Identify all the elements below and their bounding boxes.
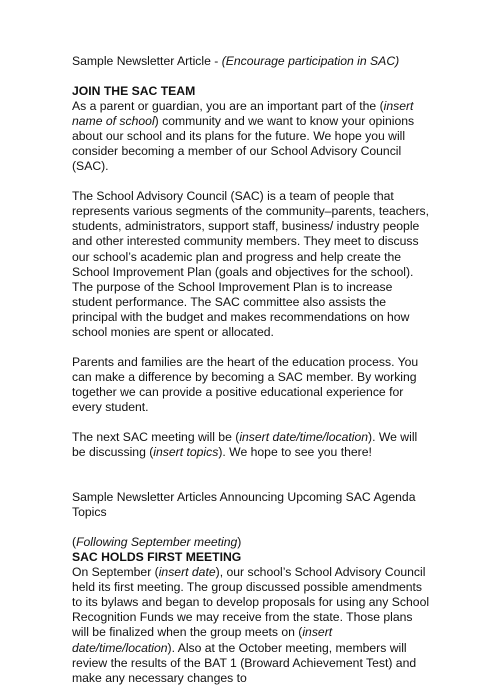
- text-run: (: [72, 535, 77, 550]
- article1-intro-note: (Encourage participation in SAC): [221, 54, 400, 68]
- text-run: On September (: [72, 565, 159, 580]
- article1-intro-text: Sample Newsletter Article -: [72, 54, 222, 68]
- placeholder-meeting: Following September meeting: [76, 535, 238, 550]
- article1-paragraph-1: [72, 99, 432, 174]
- text-run: ), our school’s School Advisory Council held its first meeting. The group discussed possible amendments to its bylaws and began to develop proposals for using any School Recognition Funds we may receive from the state. Those plans will be finalized when the group meets on (: [72, 565, 430, 640]
- text-run: ). We hope to see you there!: [218, 445, 372, 460]
- placeholder-date-time-location: insert date/time/location: [72, 625, 333, 655]
- text-run: ) community and we want to know your opinions about our school and its plans for the future. We hope you will consider becoming a member of our School Advisory Council (SAC).: [72, 114, 415, 174]
- article1-heading: JOIN THE SAC TEAM: [72, 84, 196, 99]
- article1-paragraph-2: The School Advisory Council (SAC) is a team of people that represents various segments of the community–parents, teachers, students, administrators, support staff, business/ industry people and other interested community members. They meet to discuss our school’s academic plan and progress and help create the School Improvement Plan (goals and objectives for the school). The purpose of the School Improvement Plan is to increase student performance. The SAC committee also assists the principal with the budget and makes recommendations on how school monies are spent or allocated.: [72, 189, 429, 339]
- text-run: ). Also at the October meeting, members will review the results of the BAT 1 (Broward Achievement Test) and make any necessary changes to: [72, 640, 417, 685]
- article2-intro: Sample Newsletter Articles Announcing Upcoming SAC Agenda Topics: [72, 490, 416, 520]
- text-run: ): [237, 535, 242, 550]
- article1-intro: [72, 54, 432, 69]
- text-run: ). We will be discussing (: [72, 429, 418, 460]
- placeholder-date-time-location: insert date/time/location: [239, 429, 369, 444]
- article2-meeting-note: [72, 535, 432, 550]
- placeholder-date: insert date: [158, 565, 216, 580]
- document-page: [72, 54, 432, 686]
- article1-paragraph-3: Parents and families are the heart of the education process. You can make a difference by becoming a SAC member. By working together we can provide a positive educational experience for every student.: [72, 354, 419, 414]
- placeholder-school-name: insert name of school: [72, 99, 414, 129]
- placeholder-topics: insert topics: [153, 445, 219, 460]
- article2-heading: SAC HOLDS FIRST MEETING: [72, 550, 242, 565]
- text-run: As a parent or guardian, you are an important part of the (: [72, 99, 384, 114]
- text-run: The next SAC meeting will be (: [72, 429, 240, 444]
- article1-paragraph-4: [72, 430, 432, 460]
- article2-paragraph-1: [72, 565, 432, 685]
